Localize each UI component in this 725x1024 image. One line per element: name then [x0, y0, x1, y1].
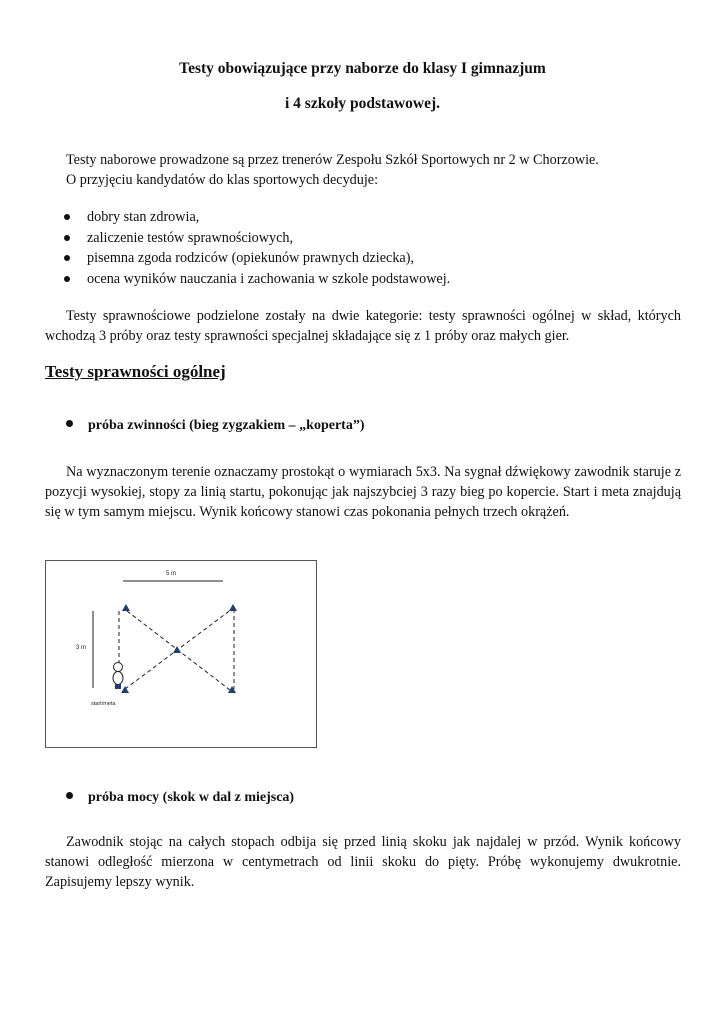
criteria-text: dobry stan zdrowia,	[87, 209, 200, 225]
start-label: start/meta	[91, 701, 116, 707]
test1-heading-text: próba zwinności (bieg zygzakiem – „koperta”)	[88, 418, 365, 433]
intro-line-1: Testy naborowe prowadzone są przez trenerów Zespołu Szkół Sportowych nr 2 w Chorzowie.	[66, 152, 599, 168]
bullet-icon	[64, 214, 70, 220]
cone-icon	[229, 604, 237, 611]
categories-text: Testy sprawnościowe podzielone zostały na dwie kategorie: testy sprawności ogólnej w skład, których wchodzą 3 próby oraz testy sprawności specjalnej składające się z 1 próby oraz małych gier.	[45, 308, 681, 344]
criteria-text: pisemna zgoda rodziców (opiekunów prawnych dziecka),	[87, 250, 414, 266]
cones	[121, 604, 237, 693]
bullet-icon	[66, 792, 73, 799]
criteria-item	[64, 248, 450, 269]
criteria-item	[64, 269, 450, 290]
criteria-text: ocena wyników nauczania i zachowania w szkole podstawowej.	[87, 270, 451, 287]
criteria-item	[64, 228, 450, 249]
intro-line-2: O przyjęciu kandydatów do klas sportowych decyduje:	[66, 172, 379, 188]
runner-icon	[113, 663, 123, 690]
test1-description	[45, 462, 681, 522]
koperta-diagram	[45, 560, 317, 748]
criteria-list	[64, 207, 450, 289]
test1-description-text: Na wyznaczonym terenie oznaczamy prostokąt o wymiarach 5x3. Na sygnał dźwiękowy zawodnik staruje z pozycji wysokiej, stopy za linią startu, pokonując jak najszybciej 3 razy bieg po kopercie. Start i meta znajdują się w tym samym miejscu. Wynik końcowy stanowi czas pokonania pełnych trzech okrążeń.	[45, 464, 681, 520]
bullet-icon	[66, 420, 73, 427]
test1-heading	[66, 418, 364, 434]
koperta-diagram-svg	[46, 561, 315, 746]
test2-heading-text: próba mocy (skok w dal z miejsca)	[88, 790, 295, 805]
bullet-icon	[64, 235, 70, 241]
criteria-item	[64, 207, 450, 228]
test2-heading	[66, 790, 294, 806]
bullet-icon	[64, 276, 70, 282]
cone-icon	[122, 604, 130, 611]
section-heading: Testy sprawności ogólnej	[45, 362, 226, 381]
width-label: 5 m	[165, 571, 177, 577]
height-label: 3 m	[75, 645, 87, 651]
document-title-line-2: i 4 szkoły podstawowej.	[284, 95, 440, 112]
bullet-icon	[64, 255, 70, 261]
document-title-line-1: Testy obowiązujące przy naborze do klasy I gimnazjum	[179, 60, 546, 77]
test2-description-text: Zawodnik stojąc na całych stopach odbija się przed linią skoku jak najdalej w przód. Wynik końcowy stanowi odległość mierzona w centymetrach od linii skoku do pięty. Próbę wykonujemy dwukrotnie. Zapisujemy lepszy wynik.	[45, 834, 681, 890]
test2-description	[45, 832, 681, 892]
categories-paragraph	[45, 306, 681, 346]
criteria-text: zaliczenie testów sprawnościowych,	[87, 229, 294, 246]
